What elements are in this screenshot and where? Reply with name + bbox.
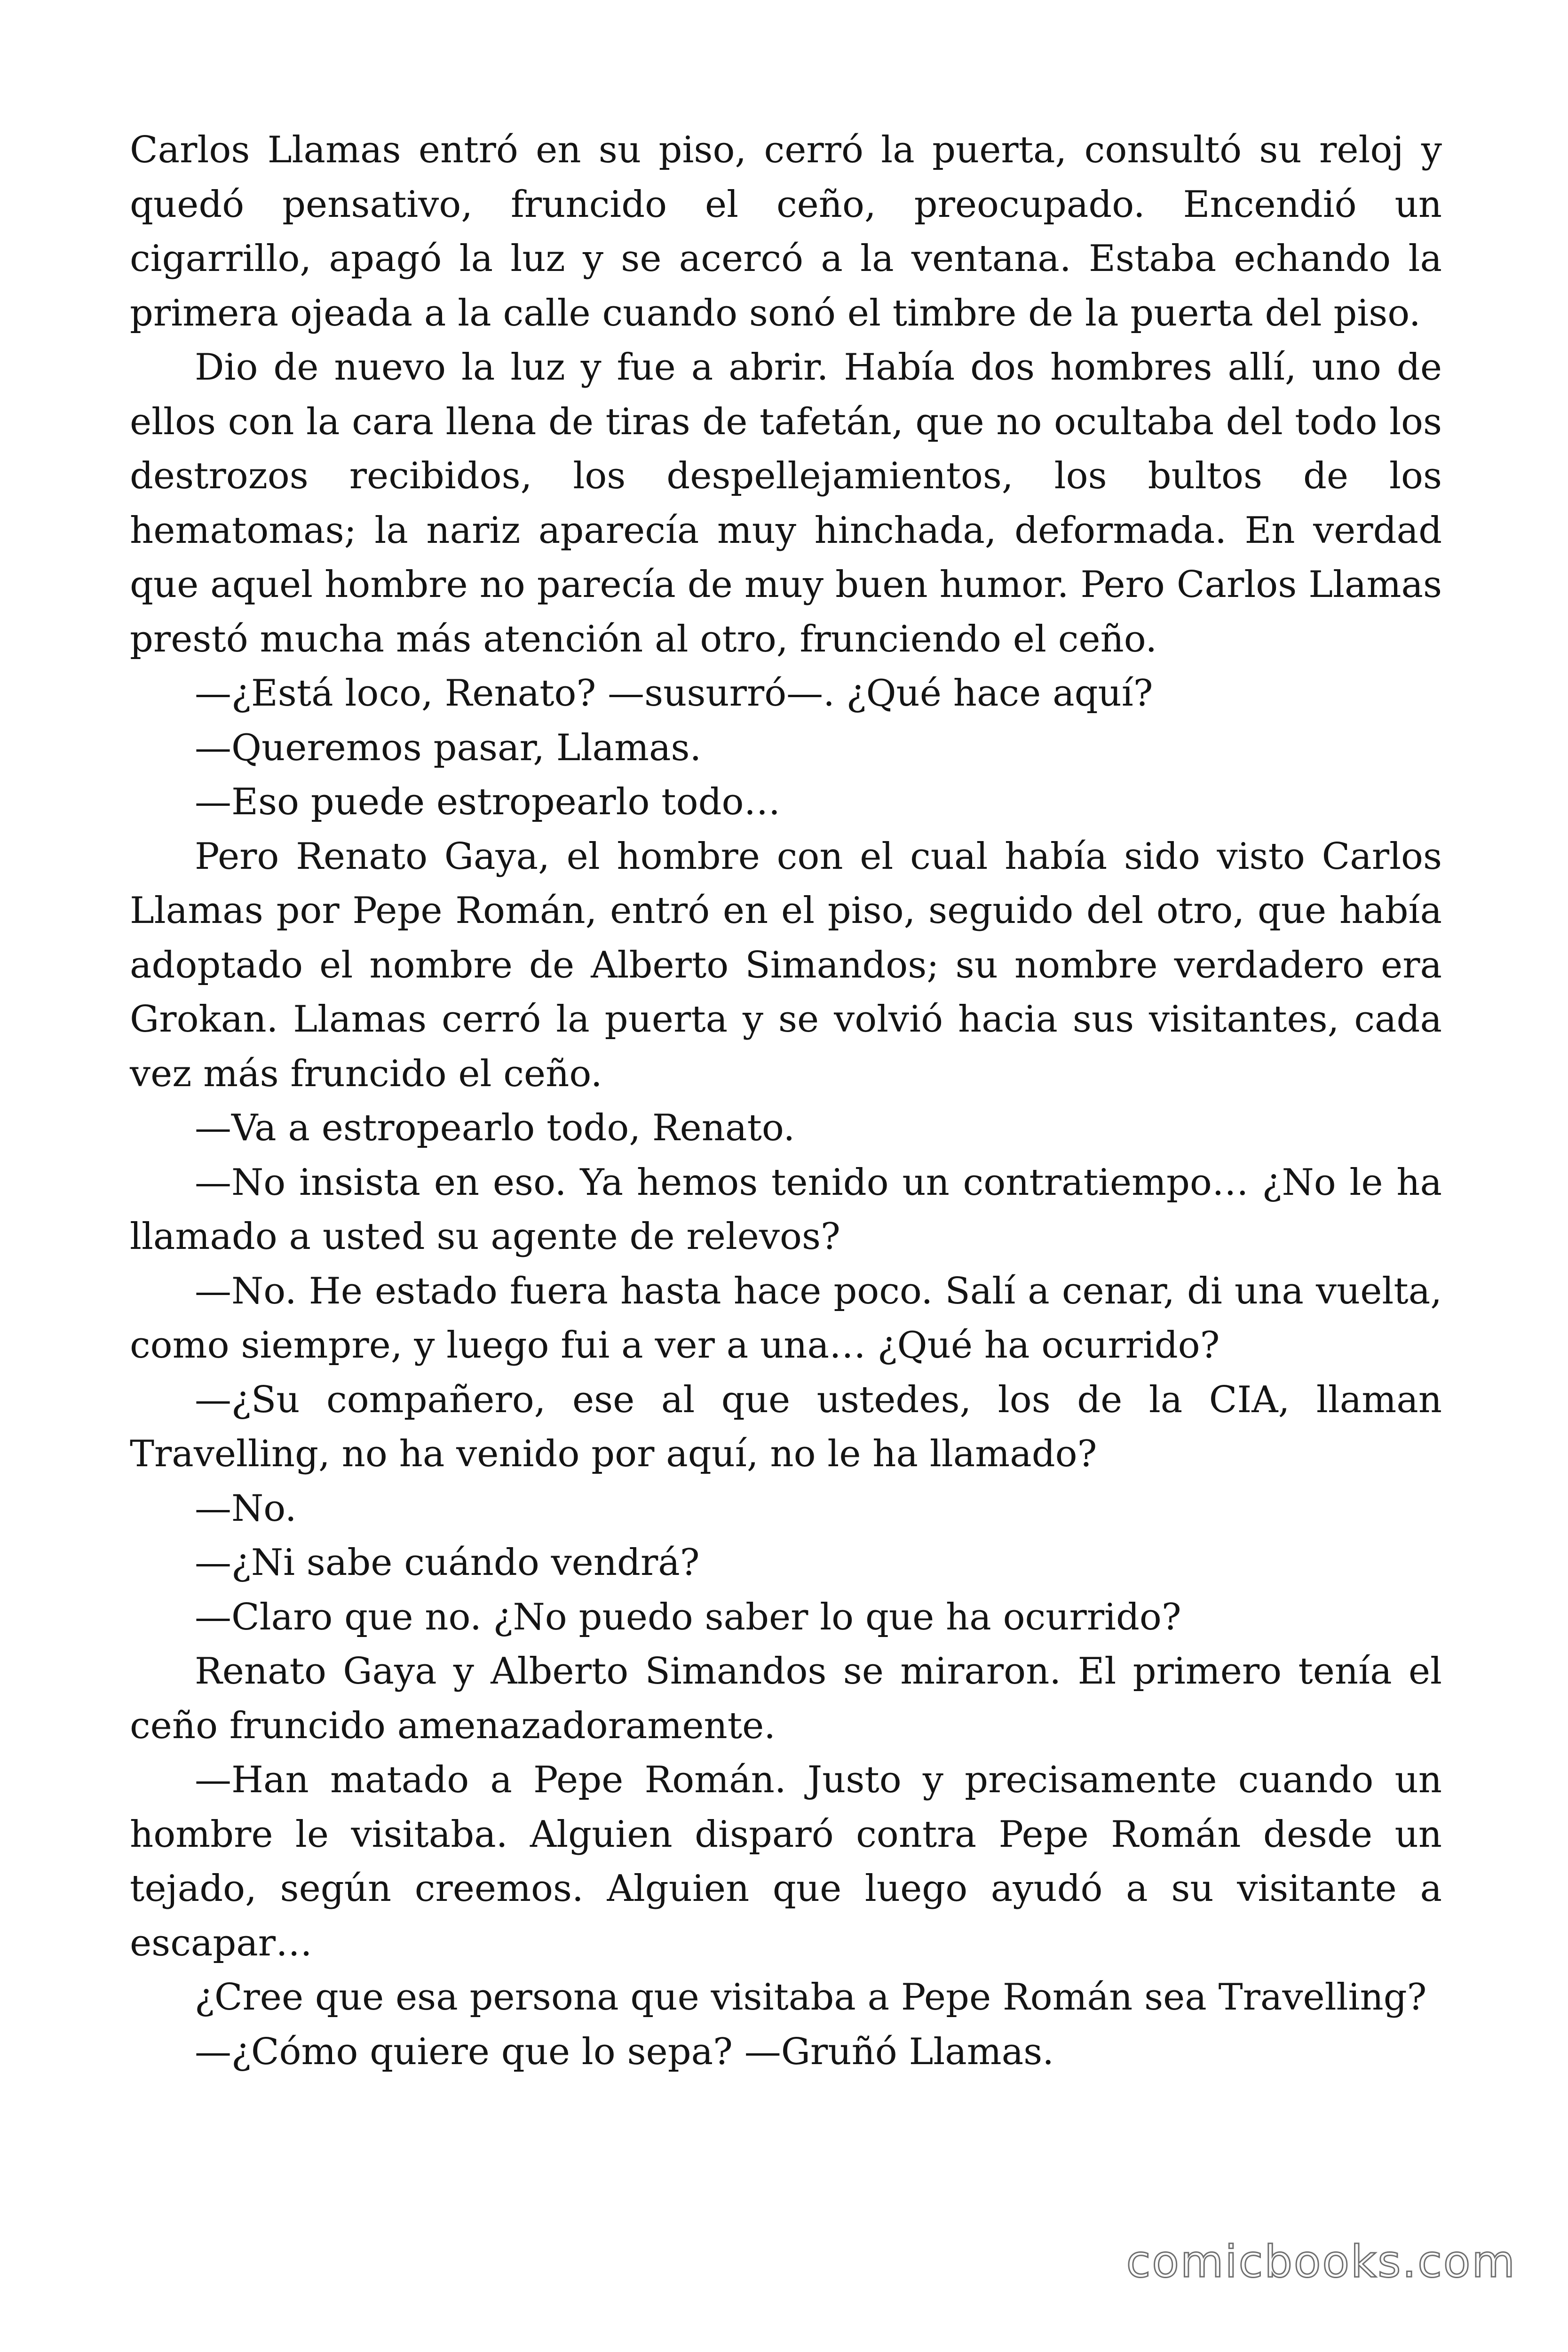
dialogue-line: —Claro que no. ¿No puedo saber lo que ha ocurrido? (195, 1596, 1181, 1638)
dialogue-line: —No. He estado fuera hasta hace poco. Salí a cenar, di una vuelta, como siempre, y luego fui a ver a una… ¿Qué ha ocurrido? (130, 1270, 1442, 1367)
dialogue-line: —Han matado a Pepe Román. Justo y precisamente cuando un hombre le visitaba. Alguien disparó contra Pepe Román desde un tejado, según creemos. Alguien que luego ayudó a su visitante a escapar… (130, 1759, 1442, 1964)
watermark: comicbooks.com (1126, 2236, 1516, 2288)
dialogue-line: —¿Cómo quiere que lo sepa? —Gruñó Llamas. (195, 2030, 1054, 2073)
dialogue-line: —¿Su compañero, ese al que ustedes, los de la CIA, llaman Travelling, no ha venido por aquí, no le ha llamado? (130, 1378, 1442, 1475)
dialogue-line: —Queremos pasar, Llamas. (195, 726, 702, 769)
dialogue-line: —No. (195, 1487, 297, 1530)
paragraph: Pero Renato Gaya, el hombre con el cual había sido visto Carlos Llamas por Pepe Román, entró en el piso, seguido del otro, que había adoptado el nombre de Alberto Simandos; su nombre verdadero era Grokan. Llamas cerró la puerta y se volvió hacia sus visitantes, cada vez más fruncido el ceño. (130, 835, 1442, 1095)
dialogue-line: —Eso puede estropearlo todo… (195, 781, 781, 823)
dialogue-line: —¿Está loco, Renato? —susurró—. ¿Qué hace aquí? (195, 672, 1153, 715)
paragraph: Dio de nuevo la luz y fue a abrir. Había dos hombres allí, uno de ellos con la cara llena de tiras de tafetán, que no ocultaba del todo los destrozos recibidos, los despellejamientos, los bultos de los hematomas; la nariz aparecía muy hinchada, deformada. En verdad que aquel hombre no parecía de muy buen humor. Pero Carlos Llamas prestó mucha más atención al otro, frunciendo el ceño. (130, 346, 1442, 660)
dialogue-line: —Va a estropearlo todo, Renato. (195, 1107, 795, 1149)
page-text (130, 123, 1442, 2079)
paragraph: ¿Cree que esa persona que visitaba a Pepe Román sea Travelling? (195, 1976, 1427, 2018)
dialogue-line: —¿Ni sabe cuándo vendrá? (195, 1542, 700, 1584)
paragraph: Renato Gaya y Alberto Simandos se miraron. El primero tenía el ceño fruncido amenazadoramente. (130, 1650, 1442, 1747)
paragraph: Carlos Llamas entró en su piso, cerró la puerta, consultó su reloj y quedó pensativo, fruncido el ceño, preocupado. Encendió un cigarrillo, apagó la luz y se acercó a la ventana. Estaba echando la primera ojeada a la calle cuando sonó el timbre de la puerta del piso. (130, 129, 1442, 334)
dialogue-line: —No insista en eso. Ya hemos tenido un contratiempo… ¿No le ha llamado a usted su agente de relevos? (130, 1161, 1442, 1258)
